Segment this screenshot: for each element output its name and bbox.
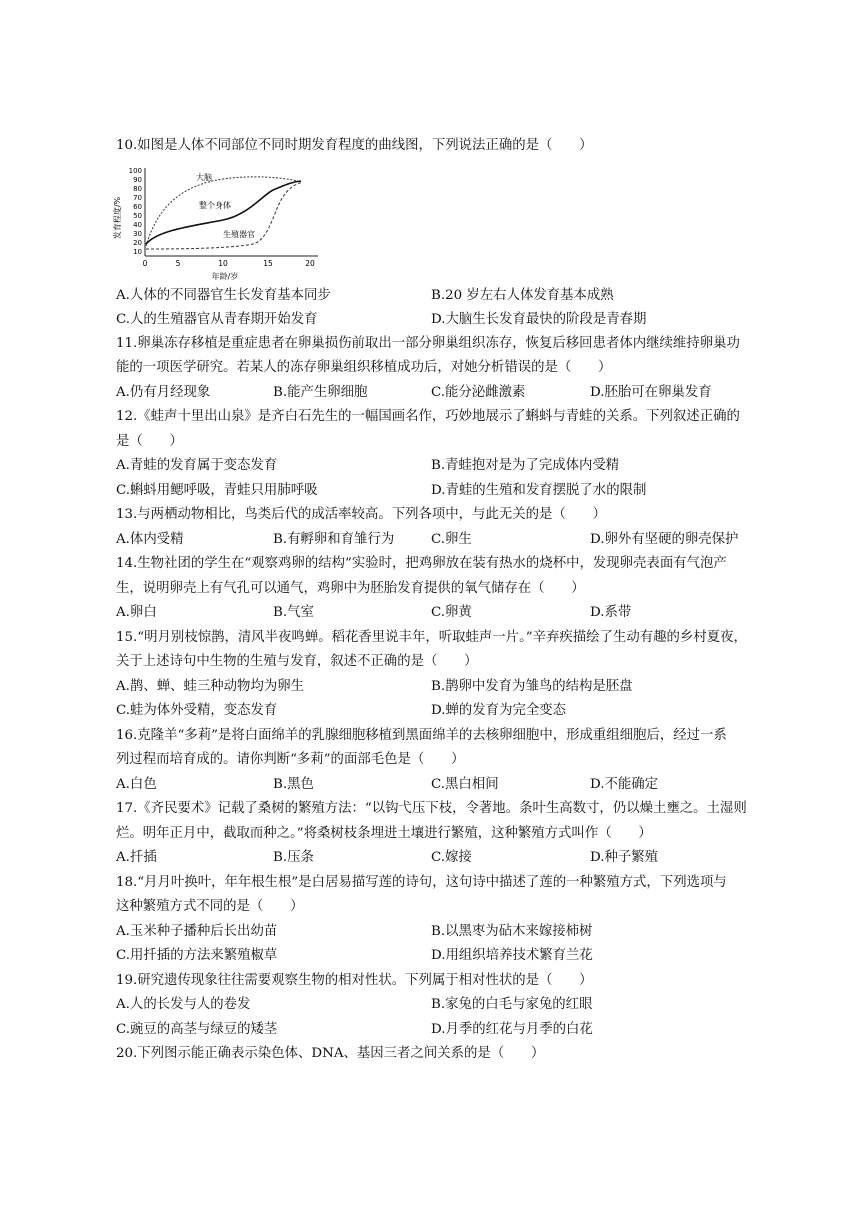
brain-curve	[146, 177, 298, 246]
q11-stem-line-1: 11.卵巢冻存移植是重症患者在卵巢损伤前取出一部分卵巢组织冻存，恢复后移回患者体内继续维持卵巢功	[116, 336, 740, 351]
q14-option-b[interactable]: B.气室	[273, 605, 314, 620]
q12-option-c[interactable]: C.蝌蚪用鳃呼吸，青蛙只用肺呼吸	[116, 483, 318, 498]
q12-option-a[interactable]: A.青蛙的发育属于变态发育	[116, 458, 278, 473]
y-tick: 60	[133, 203, 142, 211]
reproductive-label: 生殖器官	[223, 230, 255, 239]
body-label: 整个身体	[199, 201, 231, 210]
y-tick: 90	[133, 176, 142, 184]
q19-option-a[interactable]: A.人的长发与人的卷发	[116, 997, 251, 1012]
q13-stem: 13.与两栖动物相比，鸟类后代的成活率较高。下列各项中，与此无关的是（ ）	[116, 507, 606, 522]
q12-option-b[interactable]: B.青蛙抱对是为了完成体内受精	[431, 458, 620, 473]
q16-option-b[interactable]: B.黑色	[273, 777, 314, 792]
q13-option-c[interactable]: C.卵生	[431, 532, 472, 547]
y-tick: 80	[133, 185, 142, 193]
q15-stem-line-1: 15.“明月别枝惊鹊，清风半夜鸣蝉。稻花香里说丰年，听取蛙声一片。”辛弃疾描绘了生动有趣的乡村夏夜，	[116, 630, 747, 645]
q14-option-c[interactable]: C.卵黄	[431, 605, 472, 620]
y-tick: 50	[133, 212, 142, 220]
q11-option-d[interactable]: D.胚胎可在卵巢发育	[590, 385, 712, 400]
q15-option-d[interactable]: D.蝉的发育为完全变态	[431, 703, 567, 718]
q18-stem-line-1: 18.“月月叶换叶，年年根生根”是白居易描写莲的诗句，这句诗中描述了莲的一种繁殖方式，下列选项与	[116, 875, 727, 890]
q15-option-b[interactable]: B.鹊卵中发育为雏鸟的结构是胚盘	[431, 679, 633, 694]
x-tick: 5	[175, 259, 181, 268]
q10-option-c[interactable]: C.人的生殖器官从青春期开始发育	[116, 312, 318, 327]
q17-option-d[interactable]: D.种子繁殖	[590, 850, 659, 865]
q16-stem-line-1: 16.克隆羊“多莉”是将白面绵羊的乳腺细胞移植到黑面绵羊的去核卵细胞中，形成重组细胞后，经过一系	[116, 728, 727, 743]
q13-option-a[interactable]: A.体内受精	[116, 532, 184, 547]
q10-option-a[interactable]: A.人体的不同器官生长发育基本同步	[116, 288, 331, 303]
growth-curve-figure	[113, 160, 328, 282]
q11-stem-line-2: 能的一项医学研究。若某人的冻存卵巢组织移植成功后，对她分析错误的是（ ）	[116, 360, 612, 375]
q14-option-d[interactable]: D.系带	[590, 605, 632, 620]
q11-option-c[interactable]: C.能分泌雌激素	[431, 385, 526, 400]
q15-option-c[interactable]: C.蛙为体外受精，变态发育	[116, 703, 278, 718]
x-axis-label: 年龄/岁	[211, 272, 239, 281]
q18-option-c[interactable]: C.用扦插的方法来繁殖椒草	[116, 948, 278, 963]
q19-stem: 19.研究遗传现象往往需要观察生物的相对性状。下列属于相对性状的是（ ）	[116, 973, 593, 988]
q17-option-a[interactable]: A.扦插	[116, 850, 157, 865]
y-tick: 10	[133, 248, 142, 256]
q17-stem-line-2: 烂。明年正月中，截取而种之。”将桑树枝条埋进土壤进行繁殖，这种繁殖方式叫作（ ）	[116, 826, 652, 841]
q10-stem: 10.如图是人体不同部位不同时期发育程度的曲线图，下列说法正确的是（ ）	[116, 138, 593, 153]
q20-stem: 20.下列图示能正确表示染色体、DNA、基因三者之间关系的是（ ）	[116, 1046, 545, 1061]
q19-option-b[interactable]: B.家兔的白毛与家兔的红眼	[431, 997, 593, 1012]
y-tick: 30	[133, 230, 142, 238]
q15-option-a[interactable]: A.鹊、蝉、蛙三种动物均为卵生	[116, 679, 305, 694]
q12-stem-line-1: 12.《蛙声十里出山泉》是齐白石先生的一幅国画名作，巧妙地展示了蝌蚪与青蛙的关系。下列叙述正确的	[116, 409, 740, 424]
q17-stem-line-1: 17.《齐民要术》记载了桑树的繁殖方法：“以钩弋压下枝，令著地。条叶生高数寸，仍以燥土壅之。土湿则	[116, 801, 747, 816]
q17-option-c[interactable]: C.嫁接	[431, 850, 472, 865]
x-ticks	[143, 259, 315, 268]
q16-stem-line-2: 列过程而培育成的。请你判断“多莉”的面部毛色是（ ）	[116, 752, 465, 767]
q18-option-b[interactable]: B.以黑枣为砧木来嫁接柿树	[431, 924, 593, 939]
q11-option-b[interactable]: B.能产生卵细胞	[273, 385, 368, 400]
x-tick: 10	[218, 259, 228, 268]
q11-option-a[interactable]: A.仍有月经现象	[116, 385, 211, 400]
y-ticks	[129, 167, 142, 256]
q16-option-d[interactable]: D.不能确定	[590, 777, 659, 792]
x-tick: 20	[305, 259, 315, 268]
q18-option-d[interactable]: D.用组织培养技术繁育兰花	[431, 948, 593, 963]
q13-option-d[interactable]: D.卵外有坚硬的卵壳保护	[590, 532, 739, 547]
y-tick: 100	[128, 167, 142, 175]
q19-option-c[interactable]: C.豌豆的高茎与绿豆的矮茎	[116, 1022, 278, 1037]
q16-option-a[interactable]: A.白色	[116, 777, 157, 792]
y-tick: 40	[133, 221, 142, 229]
q18-option-a[interactable]: A.玉米种子播种后长出幼苗	[116, 924, 278, 939]
q17-option-b[interactable]: B.压条	[273, 850, 314, 865]
x-tick: 15	[263, 259, 273, 268]
q18-stem-line-2: 这种繁殖方式不同的是（ ）	[116, 899, 304, 914]
growth-curve-chart	[113, 160, 328, 282]
q12-option-d[interactable]: D.青蛙的生殖和发育摆脱了水的限制	[431, 483, 647, 498]
q14-stem-line-1: 14.生物社团的学生在“观察鸡卵的结构”实验时，把鸡卵放在装有热水的烧杯中，发现卵壳表面有气泡产	[116, 556, 727, 571]
q14-stem-line-2: 生，说明卵壳上有气孔可以通气，鸡卵中为胚胎发育提供的氧气储存在（ ）	[116, 581, 585, 596]
q12-stem-line-2: 是（ ）	[116, 434, 183, 449]
q10-option-b[interactable]: B.20 岁左右人体发育基本成熟	[431, 288, 614, 303]
x-tick: 0	[142, 259, 148, 268]
y-tick: 70	[133, 194, 142, 202]
q19-option-d[interactable]: D.月季的红花与月季的白花	[431, 1022, 593, 1037]
y-axis-label: 发育程度/%	[113, 196, 122, 240]
q10-option-d[interactable]: D.大脑生长发育最快的阶段是青春期	[431, 312, 647, 327]
q13-option-b[interactable]: B.有孵卵和育雏行为	[273, 532, 395, 547]
brain-label: 大脑	[196, 173, 212, 182]
q15-stem-line-2: 关于上述诗句中生物的生殖与发育，叙述不正确的是（ ）	[116, 654, 478, 669]
q16-option-c[interactable]: C.黑白相间	[431, 777, 499, 792]
q14-option-a[interactable]: A.卵白	[116, 605, 157, 620]
y-tick: 20	[133, 239, 142, 247]
